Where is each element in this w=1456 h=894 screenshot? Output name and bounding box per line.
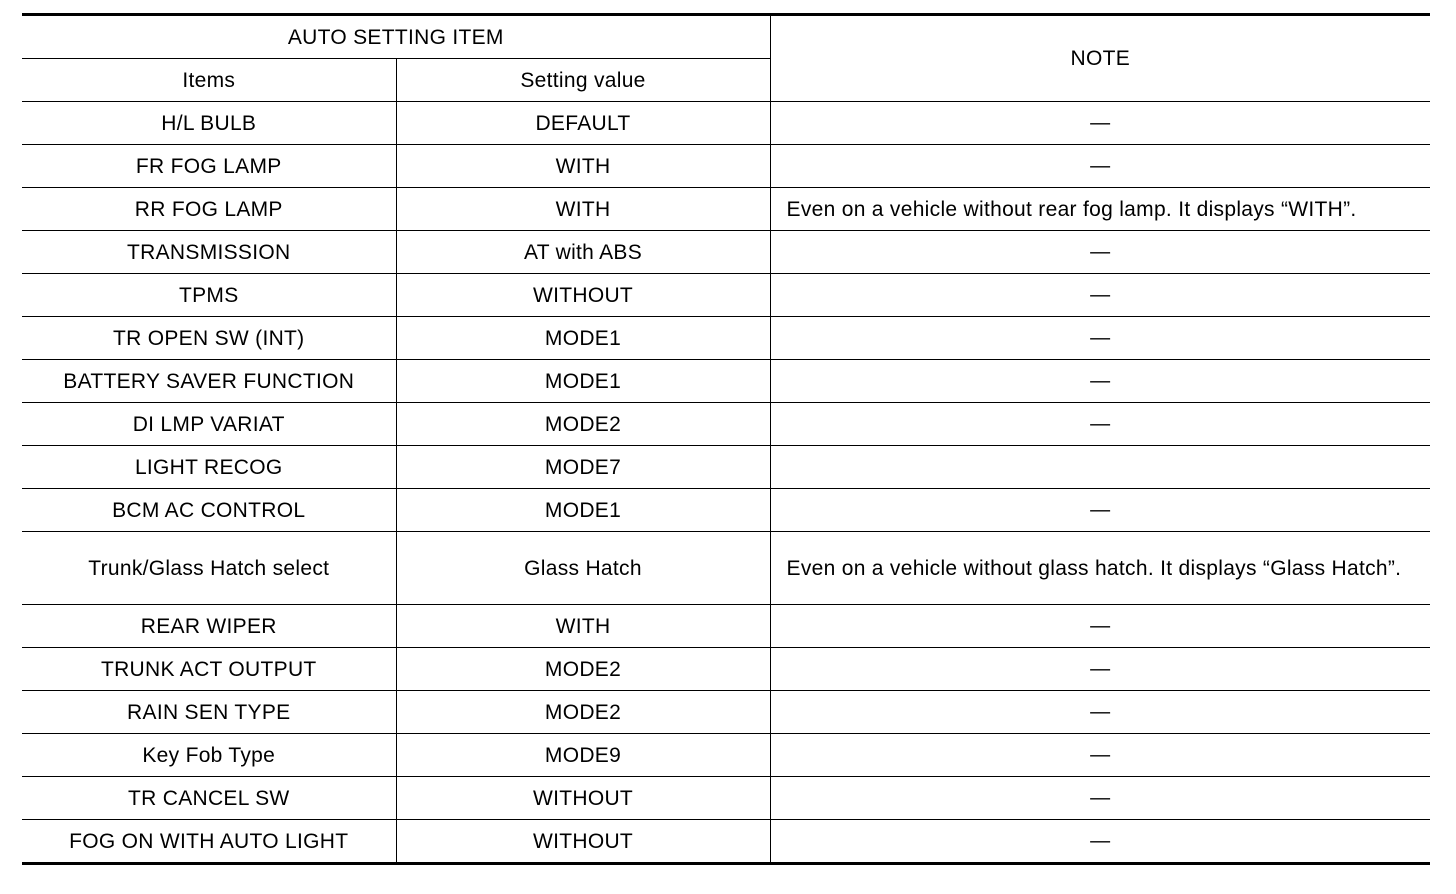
item-cell: LIGHT RECOG: [22, 446, 396, 489]
note-cell: —: [770, 648, 1430, 691]
table-row: [22, 446, 1430, 489]
value-cell: MODE2: [396, 403, 770, 446]
table-row: [22, 188, 1430, 231]
table-row: [22, 648, 1430, 691]
value-cell: MODE1: [396, 489, 770, 532]
note-cell: Even on a vehicle without rear fog lamp. It displays “WITH”.: [770, 188, 1430, 231]
note-cell: —: [770, 274, 1430, 317]
table-row: [22, 360, 1430, 403]
value-cell: MODE9: [396, 734, 770, 777]
item-cell: TPMS: [22, 274, 396, 317]
table-row: [22, 231, 1430, 274]
table-row: [22, 605, 1430, 648]
value-cell: DEFAULT: [396, 102, 770, 145]
value-cell: MODE1: [396, 317, 770, 360]
note-cell: —: [770, 489, 1430, 532]
header-items: Items: [22, 59, 396, 102]
item-cell: BCM AC CONTROL: [22, 489, 396, 532]
value-cell: WITH: [396, 605, 770, 648]
table-row: [22, 489, 1430, 532]
note-cell: —: [770, 231, 1430, 274]
item-cell: REAR WIPER: [22, 605, 396, 648]
value-cell: WITHOUT: [396, 274, 770, 317]
item-cell: FOG ON WITH AUTO LIGHT: [22, 820, 396, 864]
note-cell: —: [770, 102, 1430, 145]
note-cell: Even on a vehicle without glass hatch. It displays “Glass Hatch”.: [770, 532, 1430, 605]
value-cell: MODE7: [396, 446, 770, 489]
item-cell: TR OPEN SW (INT): [22, 317, 396, 360]
table-row: [22, 532, 1430, 605]
value-cell: WITH: [396, 145, 770, 188]
value-cell: MODE2: [396, 648, 770, 691]
value-cell: Glass Hatch: [396, 532, 770, 605]
value-cell: WITHOUT: [396, 777, 770, 820]
header-note: NOTE: [770, 15, 1430, 102]
note-cell: —: [770, 734, 1430, 777]
table-row: [22, 691, 1430, 734]
note-cell: —: [770, 360, 1430, 403]
note-cell: —: [770, 145, 1430, 188]
header-auto-setting-item: AUTO SETTING ITEM: [22, 15, 770, 59]
item-cell: H/L BULB: [22, 102, 396, 145]
note-cell: [770, 446, 1430, 489]
item-cell: TRUNK ACT OUTPUT: [22, 648, 396, 691]
item-cell: Key Fob Type: [22, 734, 396, 777]
item-cell: RR FOG LAMP: [22, 188, 396, 231]
value-cell: WITHOUT: [396, 820, 770, 864]
table-row: [22, 820, 1430, 864]
note-cell: —: [770, 317, 1430, 360]
note-cell: —: [770, 777, 1430, 820]
note-cell: —: [770, 605, 1430, 648]
header-setting-value: Setting value: [396, 59, 770, 102]
item-cell: TR CANCEL SW: [22, 777, 396, 820]
auto-setting-table: [22, 13, 1430, 865]
note-cell: —: [770, 691, 1430, 734]
table-row: [22, 145, 1430, 188]
note-cell: —: [770, 820, 1430, 864]
value-cell: MODE1: [396, 360, 770, 403]
note-cell: —: [770, 403, 1430, 446]
table-row: [22, 403, 1430, 446]
item-cell: BATTERY SAVER FUNCTION: [22, 360, 396, 403]
table-row: [22, 102, 1430, 145]
value-cell: AT with ABS: [396, 231, 770, 274]
item-cell: FR FOG LAMP: [22, 145, 396, 188]
table-row: [22, 274, 1430, 317]
item-cell: RAIN SEN TYPE: [22, 691, 396, 734]
table-row: [22, 317, 1430, 360]
item-cell: TRANSMISSION: [22, 231, 396, 274]
value-cell: WITH: [396, 188, 770, 231]
header-row-1: [22, 15, 1430, 59]
table-row: [22, 734, 1430, 777]
table-row: [22, 777, 1430, 820]
value-cell: MODE2: [396, 691, 770, 734]
item-cell: DI LMP VARIAT: [22, 403, 396, 446]
item-cell: Trunk/Glass Hatch select: [22, 532, 396, 605]
